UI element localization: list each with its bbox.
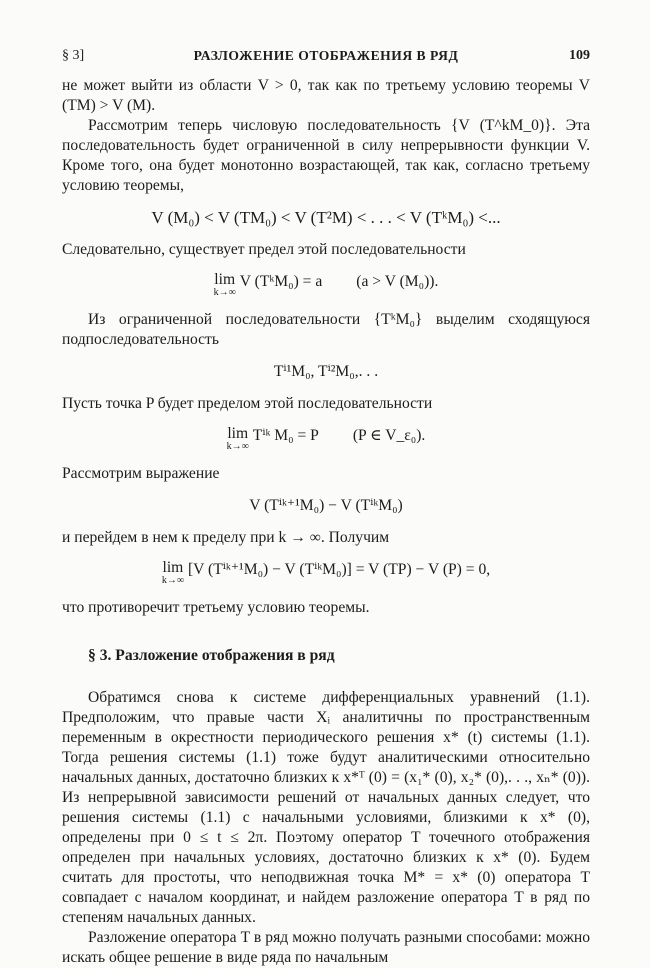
limit-label: lim xyxy=(227,425,249,442)
equation-4 xyxy=(62,426,590,452)
equation-6 xyxy=(62,560,590,586)
limit-subscript: k→∞ xyxy=(213,287,236,298)
limit-subscript: k→∞ xyxy=(226,441,249,452)
limit-condition: (a > V (M₀)). xyxy=(356,273,439,290)
paragraph-6: Рассмотрим выражение xyxy=(62,465,220,482)
equation-5: V (Tⁱᵏ⁺¹M₀) − V (TⁱᵏM₀) xyxy=(249,497,403,514)
header-title: РАЗЛОЖЕНИЕ ОТОБРАЖЕНИЯ В РЯД xyxy=(193,48,459,63)
header-section: § 3] xyxy=(62,48,85,63)
limit-condition: (P ∈ V_ε₀). xyxy=(352,427,426,444)
limit-label: lim xyxy=(162,559,184,576)
equation-2 xyxy=(62,272,590,298)
limit-expression: [V (Tⁱᵏ⁺¹M₀) − V (TⁱᵏM₀)] = V (TP) − V (P) = 0, xyxy=(187,561,491,578)
page xyxy=(62,38,590,968)
paragraph-5: Пусть точка P будет пределом этой последовательности xyxy=(62,395,433,412)
equation-1: V (M₀) < V (TM₀) < V (T²M) < . . . < V (TᵏM₀) <... xyxy=(151,208,501,227)
page-number: 109 xyxy=(569,48,590,63)
limit-label: lim xyxy=(214,271,236,288)
paragraph-7: и перейдем в нем к пределу при k → ∞. Получим xyxy=(62,529,390,546)
paragraph-2: Рассмотрим теперь числовую последовательность {V (T^kM_0)}. Эта последовательность будет ограниченной в силу непрерывности функции V. Кроме того, она будет монотонно возрастающей, так как, согласно третьему условию теоремы, xyxy=(62,117,590,194)
section-heading: § 3. Разложение отображения в ряд xyxy=(88,647,335,664)
limit-operator xyxy=(214,272,236,298)
running-header xyxy=(62,38,590,63)
limit-expression: V (TᵏM₀) = a xyxy=(239,273,323,290)
paragraph-1: не может выйти из области V > 0, так как по третьему условию теоремы V (TM) > V (M). xyxy=(62,77,590,114)
paragraph-8: что противоречит третьему условию теоремы. xyxy=(62,599,370,616)
paragraph-4: Из ограниченной последовательности {TᵏM₀} выделим сходящуюся подпоследовательность xyxy=(62,311,590,348)
limit-operator xyxy=(162,560,184,586)
limit-operator xyxy=(227,426,249,452)
paragraph-9: Обратимся снова к системе дифференциальных уравнений (1.1). Предположим, что правые части Xᵢ аналитичны по пространственным переменным в окрестности периодического решения x* (t) системы (1.1). Тогда решения системы (1.1) тоже будут аналитическими относительно начальных данных, достаточно близких к x*ᵀ (0) = (x₁* (0), x₂* (0),. . ., xₙ* (0)). Из непрерывной зависимости решений от начальных данных следует, что решения системы (1.1) с начальными условиями, близкими к x* (0), определены при 0 ≤ t ≤ 2π. Поэтому оператор T точечного отображения определен при начальных условиях, достаточно близких к x* (0). Будем считать для простоты, что неподвижная точка M* = x* (0) оператора T совпадает с началом координат, и найдем разложение оператора T в ряд по степеням начальных данных. xyxy=(62,689,590,926)
limit-subscript: k→∞ xyxy=(161,575,184,586)
paragraph-10: Разложение оператора T в ряд можно получать разными способами: можно искать общее решение в виде ряда по начальным xyxy=(62,929,590,966)
paragraph-3: Следовательно, существует предел этой последовательности xyxy=(62,241,466,258)
equation-3: Tⁱ¹M₀, Tⁱ²M₀,. . . xyxy=(273,363,379,380)
limit-expression: Tⁱᵏ M₀ = P xyxy=(252,427,319,444)
